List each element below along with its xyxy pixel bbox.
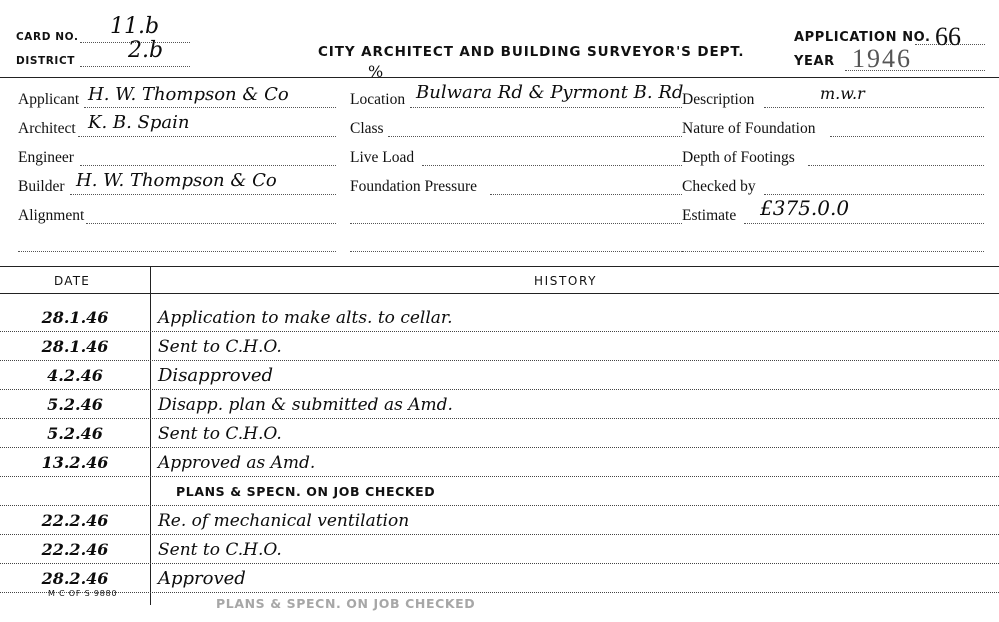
blank-line-middle [350,223,682,224]
row-date: 22.2.46 [41,540,109,559]
builder-value: H. W. Thompson & Co [76,170,277,191]
foundation-pressure-line [490,194,682,195]
table-row [0,448,999,477]
alignment-line [86,223,336,224]
row-rule [0,592,999,593]
table-row [0,332,999,361]
table-row [0,303,999,332]
application-no-label: APPLICATION NO. [794,30,931,45]
district-label: DISTRICT [16,55,76,67]
table-row [0,361,999,390]
table-row [0,419,999,448]
row-date: 22.2.46 [41,511,109,530]
row-date: 5.2.46 [47,395,103,414]
form-code: M C OF S 9880 [48,589,118,598]
history-column-header: HISTORY [534,274,598,288]
live-load-line [422,165,682,166]
location-line [410,107,682,108]
ghost-stamp: PLANS & SPECN. ON JOB CHECKED [216,596,476,611]
builder-line [70,194,336,195]
application-no-value: 66 [935,22,961,51]
row-date: 28.1.46 [41,337,109,356]
row-entry: Re. of mechanical ventilation [158,510,410,531]
percent-mark: % [368,62,384,81]
estimate-line [744,223,984,224]
checked-by-line [764,194,984,195]
engineer-label: Engineer [18,149,74,166]
blank-line-right [682,251,984,252]
table-row [0,477,999,506]
stamp-plans-checked: PLANS & SPECN. ON JOB CHECKED [176,484,436,499]
nature-of-foundation-line [830,136,984,137]
row-date: 13.2.46 [41,453,109,472]
row-entry: Application to make alts. to cellar. [158,307,453,328]
depth-of-footings-label: Depth of Footings [682,149,795,166]
foundation-pressure-label: Foundation Pressure [350,178,478,195]
depth-of-footings-line [808,165,984,166]
estimate-label: Estimate [682,207,737,224]
row-entry: Sent to C.H.O. [158,423,282,444]
location-value: Bulwara Rd & Pyrmont B. Rd [416,82,684,103]
year-label: YEAR [794,54,835,69]
row-entry: Approved as Amd. [158,452,316,473]
architect-line [78,136,336,137]
row-entry: Sent to C.H.O. [158,539,282,560]
department-title: CITY ARCHITECT AND BUILDING SURVEYOR'S DEPT. [318,44,745,60]
location-label: Location [350,91,406,108]
description-label: Description [682,91,755,108]
blank-line-mid2 [350,251,682,252]
row-date: 28.2.46 [41,569,109,588]
table-row [0,390,999,419]
architect-label: Architect [18,120,76,137]
builder-label: Builder [18,178,65,195]
engineer-line [80,165,336,166]
alignment-label: Alignment [18,207,85,224]
blank-line-left [18,251,336,252]
district-value: 2.b [128,38,164,63]
class-line [388,136,682,137]
row-date: 4.2.46 [47,366,103,385]
row-entry: Disapproved [158,365,273,386]
checked-by-label: Checked by [682,178,756,195]
row-date: 28.1.46 [41,308,109,327]
applicant-line [84,107,336,108]
row-entry: Approved [158,568,246,589]
architect-value: K. B. Spain [88,112,190,133]
district-line [80,66,190,67]
nature-of-foundation-label: Nature of Foundation [682,120,816,137]
table-row [0,535,999,564]
class-label: Class [350,120,384,137]
date-column-header: DATE [54,274,91,288]
applicant-value: H. W. Thompson & Co [88,84,289,105]
description-line [764,107,984,108]
live-load-label: Live Load [350,149,415,166]
table-row [0,564,999,593]
year-value: 1946 [852,44,912,73]
row-date [0,477,150,506]
header-divider [0,77,999,78]
card-no-label: CARD NO. [16,31,79,43]
row-entry: Sent to C.H.O. [158,336,282,357]
row-entry: Disapp. plan & submitted as Amd. [158,394,453,415]
estimate-value: £375.0.0 [760,196,850,220]
table-row [0,506,999,535]
card-no-value: 11.b [110,14,160,39]
applicant-label: Applicant [18,91,80,108]
description-value: m.w.r [820,84,865,103]
row-date: 5.2.46 [47,424,103,443]
